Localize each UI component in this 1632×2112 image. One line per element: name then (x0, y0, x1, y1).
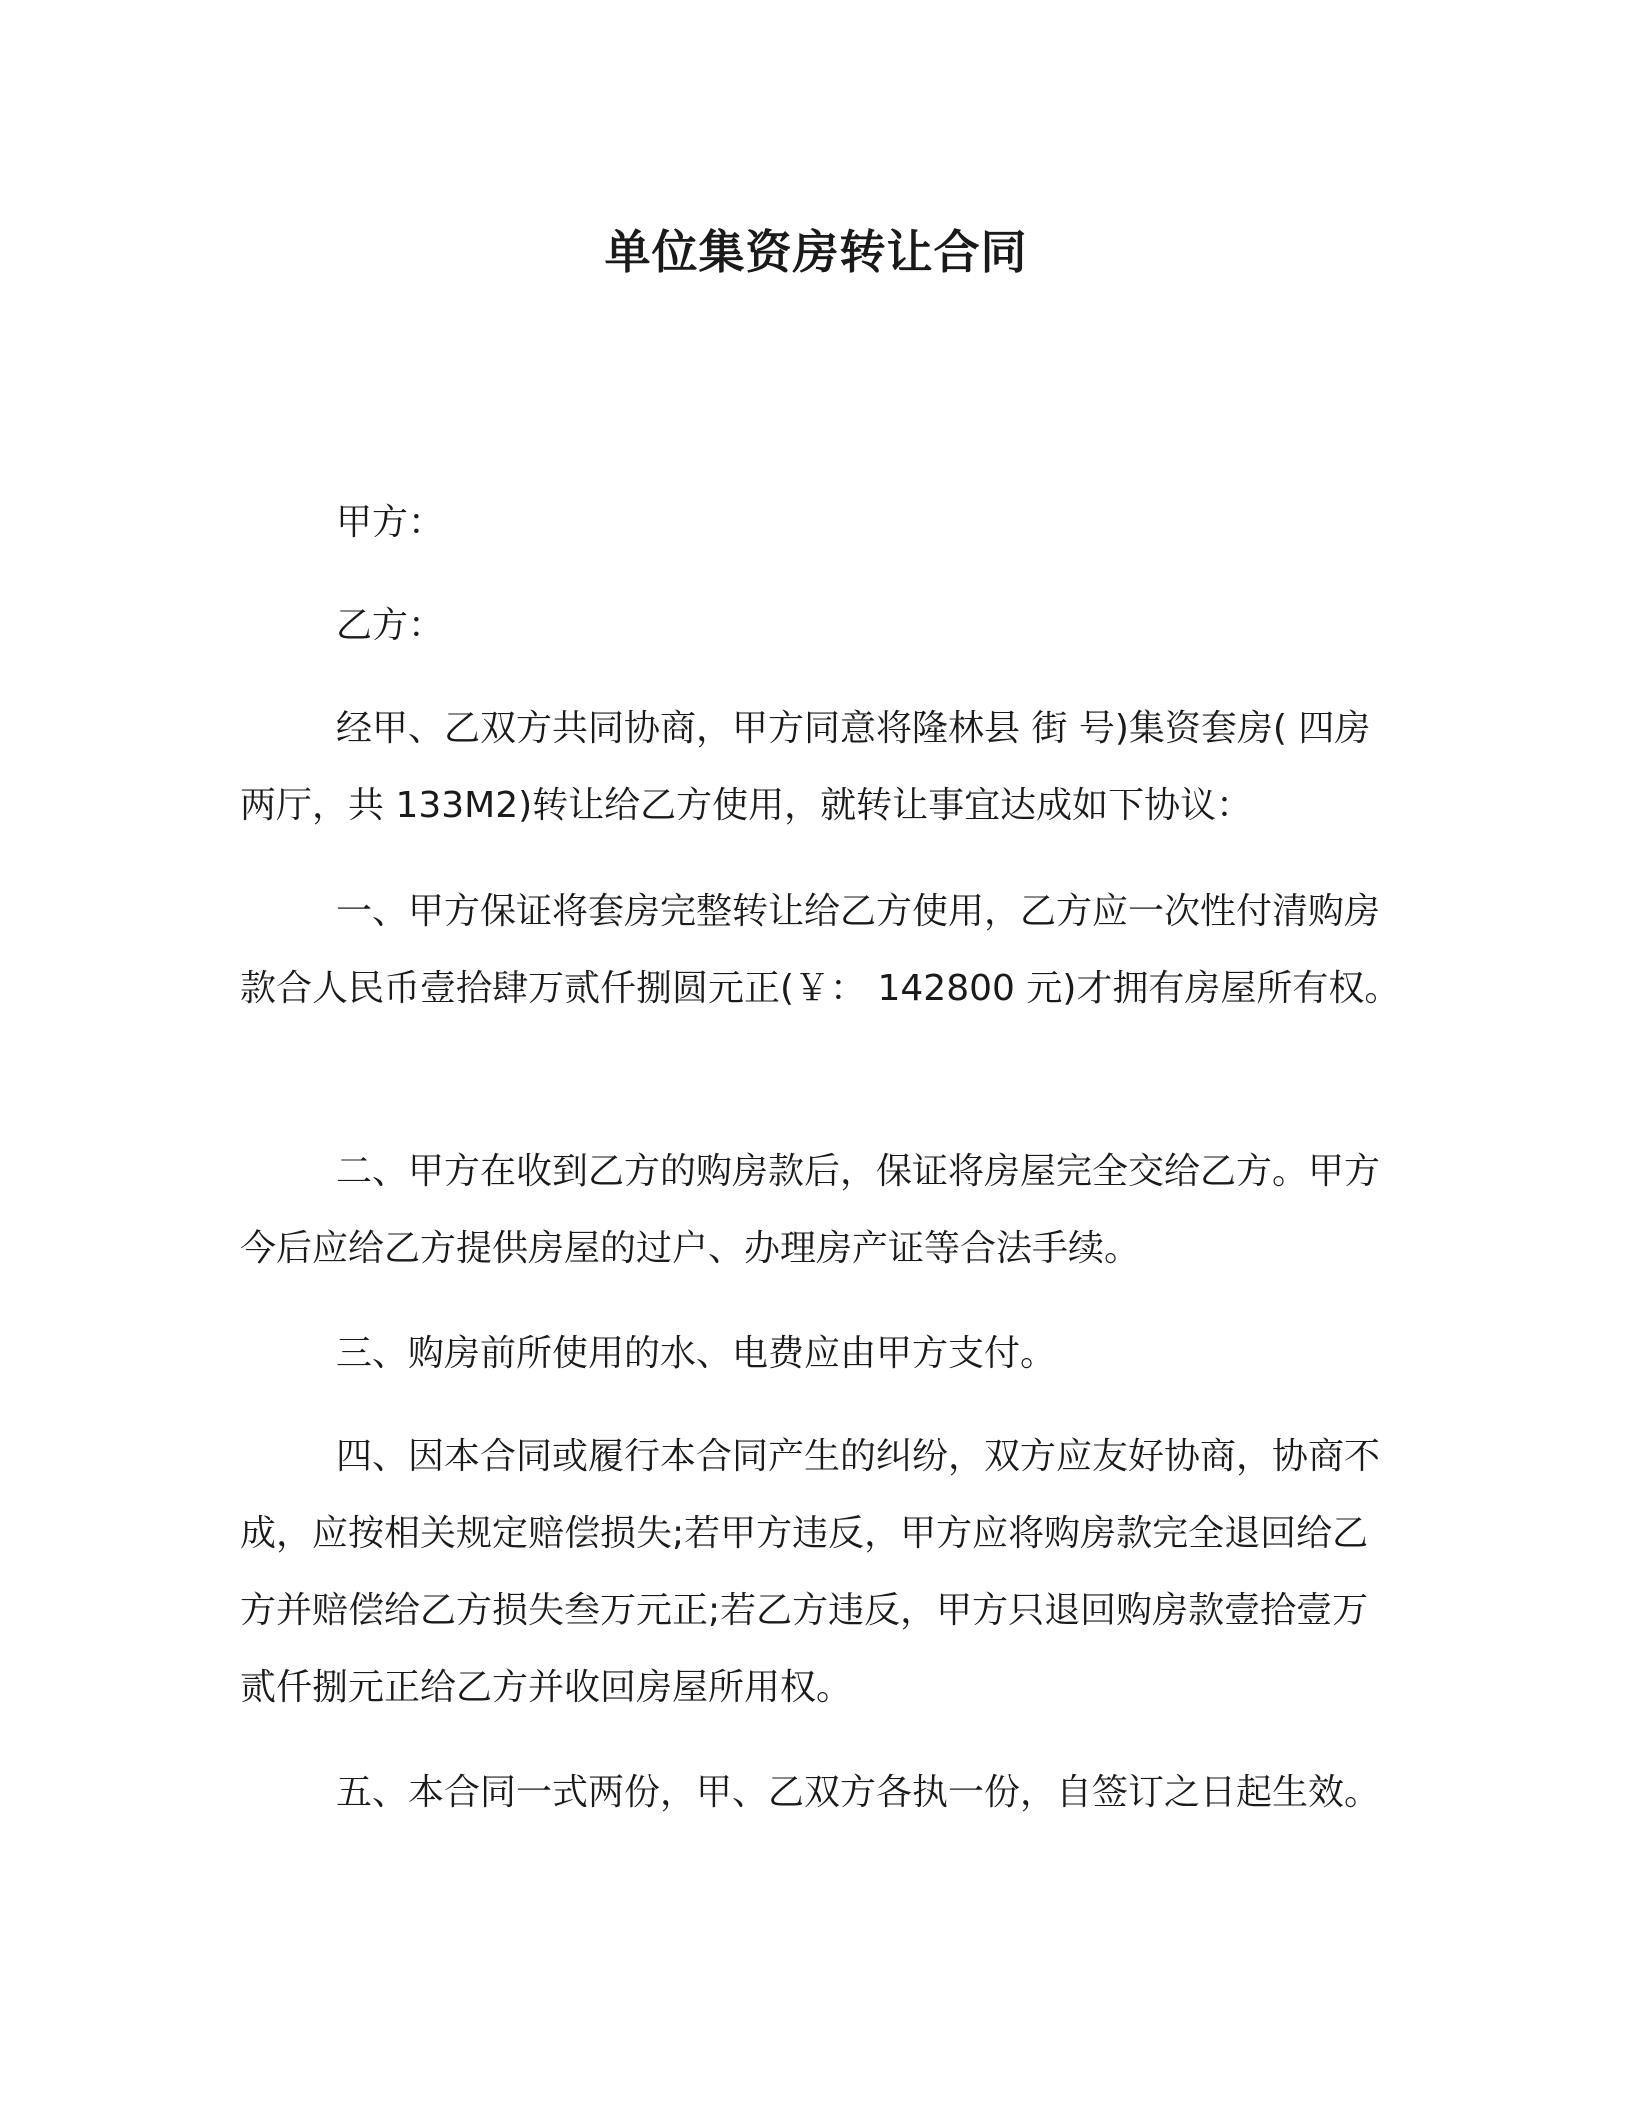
clause-5-paragraph: 五、本合同一式两份，甲、乙双方各执一份，自签订之日起生效。 (336, 1772, 1381, 1813)
party-a-line: 甲方： (336, 502, 445, 543)
clause-1-paragraph: 一、甲方保证将套房完整转让给乙方使用，乙方应一次性付清购房款合人民币壹拾肆万贰仟捌圆元正(￥： 142800 元)才拥有房屋所有权。 (240, 891, 1401, 1009)
party-b-line: 乙方： (336, 605, 445, 646)
intro-paragraph: 经甲、乙双方共同协商，甲方同意将隆林县 街 号)集资套房( 四房两厅，共 133M2)转让给乙方使用，就转让事宜达成如下协议： (240, 708, 1371, 826)
clause-4-paragraph: 四、因本合同或履行本合同产生的纠纷，双方应友好协商，协商不成，应按相关规定赔偿损失;若甲方违反，甲方应将购房款完全退回给乙方并赔偿给乙方损失叁万元正;若乙方违反，甲方只退回购房款壹拾壹万贰仟捌元正给乙方并收回房屋所用权。 (240, 1436, 1381, 1708)
clause-2-paragraph: 二、甲方在收到乙方的购房款后，保证将房屋完全交给乙方。甲方今后应给乙方提供房屋的过户、办理房产证等合法手续。 (240, 1151, 1381, 1269)
clause-3-paragraph: 三、购房前所使用的水、电费应由甲方支付。 (336, 1333, 1057, 1374)
document-title: 单位集资房转让合同 (604, 225, 1028, 279)
